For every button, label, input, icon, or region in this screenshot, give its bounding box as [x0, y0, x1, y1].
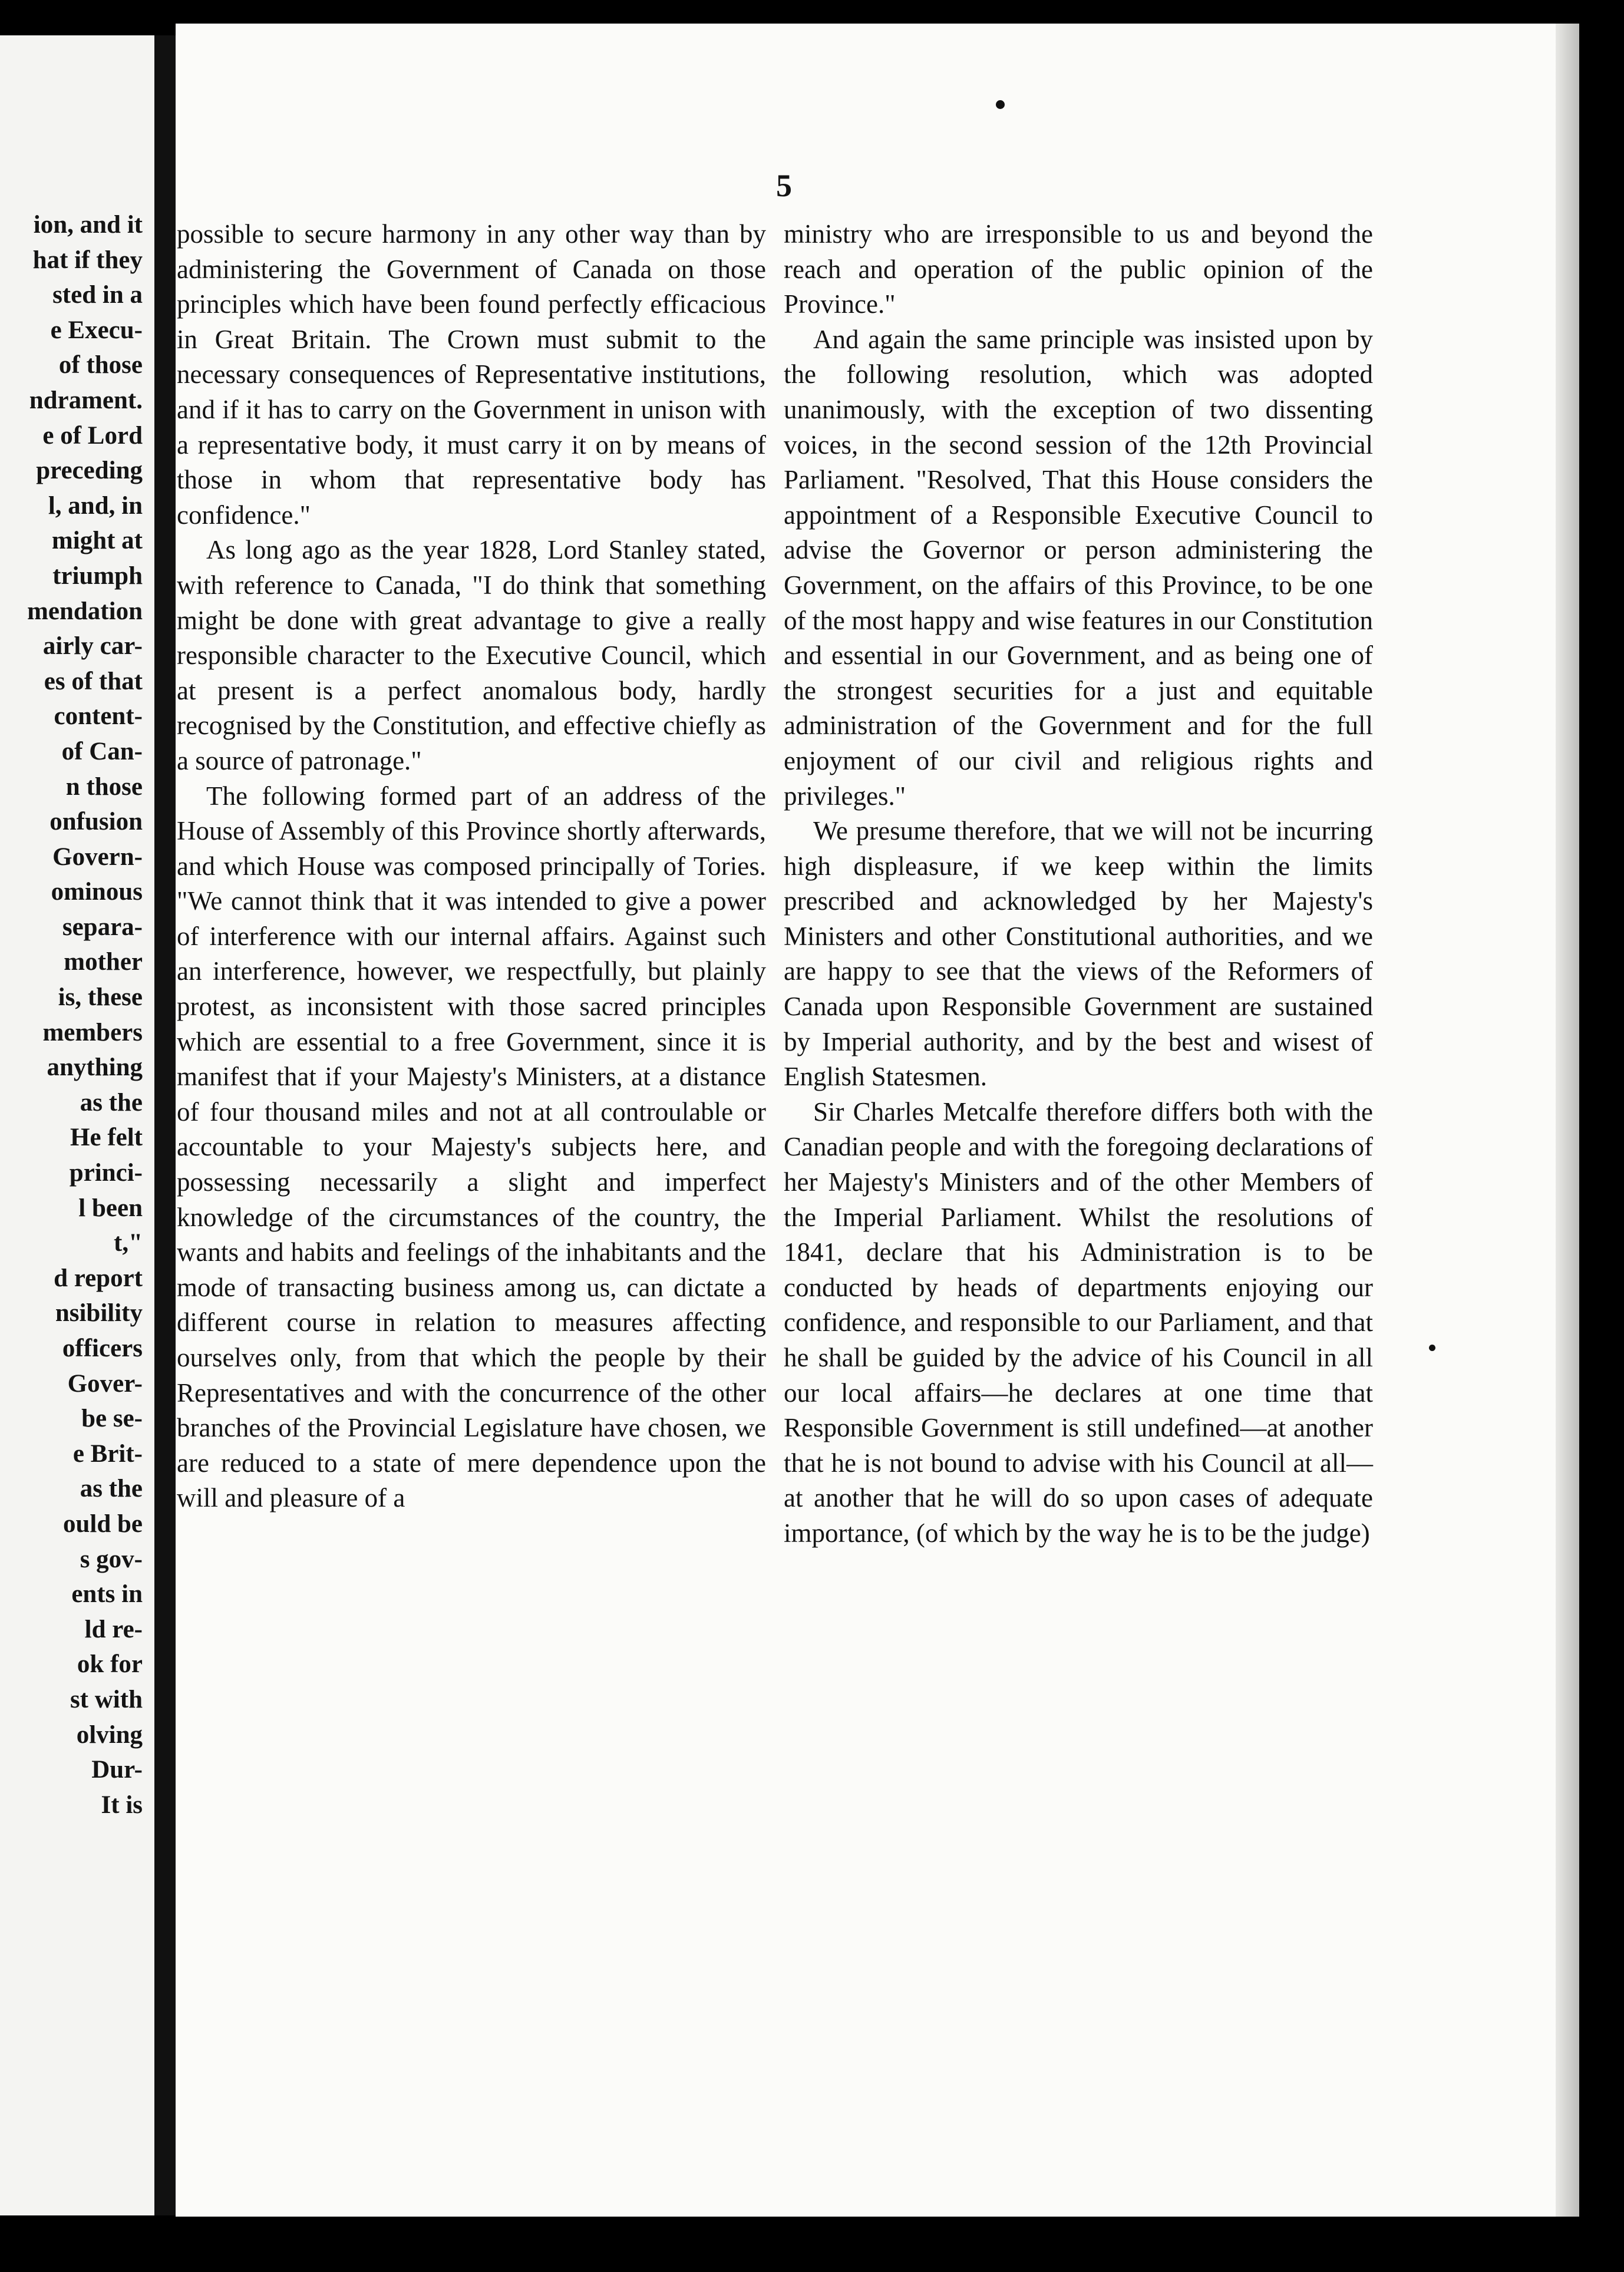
facing-page-line: of those: [58, 351, 143, 379]
facing-page-line: mother: [64, 948, 143, 976]
facing-page-line: of Can-: [61, 737, 143, 765]
text-column-1: [177, 217, 766, 1516]
facing-page-line: e of Lord: [42, 421, 143, 450]
paragraph: As long ago as the year 1828, Lord Stanley stated, with reference to Canada, "I do think that something might be done with great advantage to give a really responsible character to the Executive Council, which at present is a perfect anomalous body, hardly recognised by the Constitution, and effective chiefly as a source of patronage.": [177, 535, 766, 775]
facing-page-line: e Brit-: [72, 1439, 143, 1468]
facing-page-line: olving: [76, 1720, 143, 1749]
facing-page-line: might at: [51, 527, 143, 555]
facing-page-line: nsibility: [55, 1299, 143, 1327]
ink-speck: [996, 100, 1005, 109]
facing-page-line: as the: [80, 1475, 143, 1503]
facing-page-line: Govern-: [52, 843, 143, 871]
facing-page-line: e Execu-: [50, 316, 143, 344]
text-column-2: [784, 217, 1373, 1551]
paragraph: possible to secure harmony in any other way than by administering the Government of Canada on those principles which have been found perfectly efficacious in Great Britain. The Crown must submit to the necessary consequences of Representative institutions, and if it has to carry on the Government in unison with a representative body, it must carry it on by means of those in whom that representative body has confidence.": [177, 219, 766, 530]
facing-page-line: hat if they: [32, 246, 143, 274]
facing-page-line: be se-: [81, 1405, 143, 1433]
facing-page-lines: [0, 207, 143, 1822]
facing-page-line: ould be: [62, 1510, 143, 1538]
facing-page-fragment: [0, 35, 154, 2215]
facing-page-line: airly car-: [42, 632, 143, 661]
facing-page-line: onfusion: [49, 808, 143, 836]
page-number: 5: [776, 168, 792, 203]
facing-page-line: mendation: [27, 597, 143, 625]
facing-page-line: ominous: [51, 878, 143, 906]
facing-page-line: content-: [54, 702, 143, 731]
facing-page-line: members: [42, 1018, 143, 1046]
facing-page-line: ok for: [77, 1650, 143, 1679]
paragraph: We presume therefore, that we will not be incurring high displeasure, if we keep within the limits prescribed and acknowledged by her Majesty's Ministers and other Constitutional authorities, and we are happy to see that the views of the Reformers of Canada upon Responsible Government are sustained by Imperial authority, and by the best and wisest of English Statesmen.: [784, 816, 1373, 1092]
facing-page-line: l been: [78, 1194, 143, 1222]
facing-page-line: It is: [101, 1791, 143, 1819]
facing-page-line: anything: [47, 1054, 143, 1082]
facing-page-line: He felt: [70, 1124, 143, 1152]
facing-page-line: d report: [54, 1264, 143, 1292]
facing-page-line: s gov-: [80, 1545, 143, 1573]
facing-page-line: ndrament.: [29, 386, 143, 414]
paragraph: ministry who are irresponsible to us and beyond the reach and operation of the public opinion of the Province.": [784, 219, 1373, 319]
facing-page-line: preceding: [36, 457, 143, 485]
facing-page-line: l, and, in: [48, 491, 143, 520]
ink-speck: [1429, 1345, 1435, 1351]
facing-page-line: triumph: [52, 562, 143, 590]
facing-page-line: t,": [114, 1229, 143, 1257]
facing-page-line: as the: [80, 1088, 143, 1117]
paragraph: Sir Charles Metcalfe therefore differs both with the Canadian people and with the foregoing declarations of her Majesty's Ministers and of the other Members of the Imperial Parliament. Whilst the resolutions of 1841, declare that his Administration is to be conducted by heads of departments enjoying our confidence, and responsible to our Parliament, and that he shall be guided by the advice of his Council in all our local affairs—he declares at one time that Responsible Government is still undefined—at another that he is not bound to advise with his Council at all—at another that he will do so upon cases of adequate importance, (of which by the way he is to be the judge): [784, 1097, 1373, 1548]
facing-page-line: ion, and it: [33, 211, 143, 239]
paragraph: And again the same principle was insisted upon by the following resolution, which was adopted unanimously, with the exception of two dissenting voices, in the second session of the 12th Provincial Parliament. "Resolved, That this House considers the appointment of a Responsible Executive Council to advise the Governor or person administering the Government, on the affairs of this Province, to be one of the most happy and wise features in our Constitution and essential in our Government, and as being one of the strongest securities for a just and equitable administration of the Government and for the full enjoyment of our civil and religious rights and privileges.": [784, 324, 1373, 811]
paragraph: The following formed part of an address of the House of Assembly of this Province shortly afterwards, and which House was composed principally of Tories. "We cannot think that it was intended to give a power of interference with our internal affairs. Against such an interference, however, we respectfully, but plainly protest, as inconsistent with those sacred principles which are essential to a free Government, since it is manifest that if your Majesty's Ministers, at a distance of four thousand miles and not at all controulable or accountable to your Majesty's subjects here, and possessing necessarily a slight and imperfect knowledge of the circumstances of the country, the wants and habits and feelings of the inhabitants and the mode of transacting business among us, can dictate a different course in relation to measures affecting ourselves only, from that which the people by their Representatives and with the concurrence of the other branches of the Provincial Legislature have chosen, we are reduced to a state of mere dependence upon the will and pleasure of a: [177, 781, 766, 1513]
facing-page-line: princi-: [69, 1159, 143, 1187]
facing-page-line: st with: [70, 1685, 143, 1713]
facing-page-line: Dur-: [91, 1756, 143, 1784]
facing-page-line: is, these: [58, 983, 143, 1012]
facing-page-line: separa-: [62, 913, 143, 941]
facing-page-line: ld re-: [84, 1615, 143, 1643]
facing-page-line: officers: [62, 1335, 143, 1362]
page-edge: [1556, 24, 1579, 2217]
facing-page-line: sted in a: [52, 281, 143, 309]
facing-page-line: es of that: [44, 667, 143, 695]
book-gutter: [154, 35, 176, 2215]
facing-page-line: n those: [65, 772, 143, 801]
facing-page-line: Gover-: [67, 1369, 143, 1398]
facing-page-line: ents in: [71, 1580, 143, 1609]
